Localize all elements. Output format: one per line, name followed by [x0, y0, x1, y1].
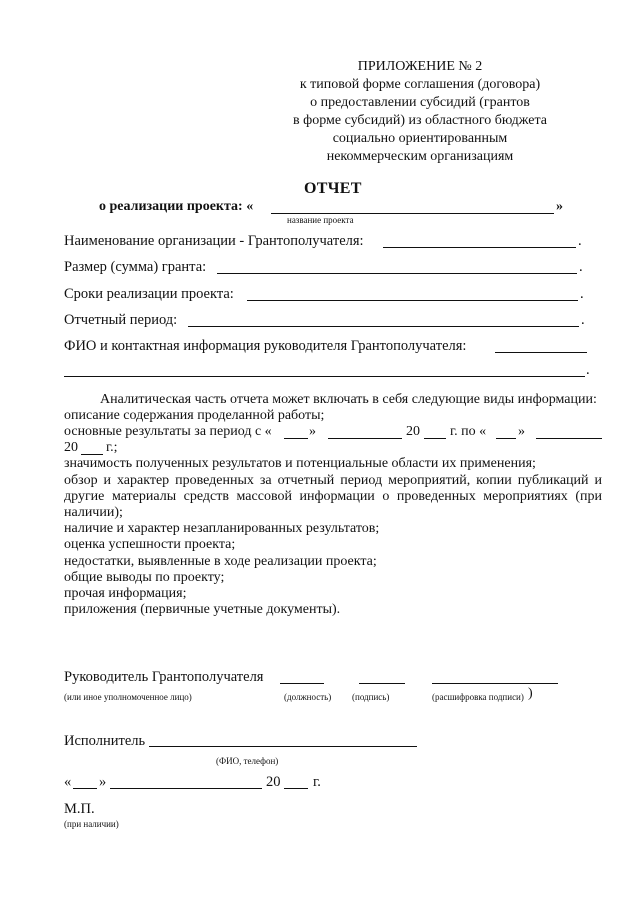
head-caption: (или иное уполномоченное лицо) [64, 692, 192, 702]
year-prefix: 20 [406, 424, 420, 440]
head-position-line[interactable] [280, 683, 324, 684]
period-end-year-line[interactable] [81, 454, 103, 455]
quote-close: » [309, 424, 316, 440]
line-end-dot: . [578, 233, 582, 249]
director-contacts-line[interactable] [495, 352, 587, 353]
period-start-year-line[interactable] [424, 438, 446, 439]
reporting-period-line[interactable] [188, 326, 579, 327]
line-end-dot: . [579, 259, 583, 275]
director-contacts-label: ФИО и контактная информация руководителя Грантополучателя: [64, 338, 467, 354]
grant-amount-line[interactable] [217, 273, 577, 274]
analytics-item: описание содержания проделанной работы; [64, 408, 325, 424]
project-terms-label: Сроки реализации проекта: [64, 286, 234, 302]
analytics-item: недостатки, выявленные в ходе реализации проекта; [64, 553, 377, 569]
line-end-dot: . [586, 362, 590, 378]
analytics-item: прочая информация; [64, 586, 187, 602]
project-subtitle-prefix: о реализации проекта: « [99, 199, 254, 214]
period-end-day-line[interactable] [496, 438, 516, 439]
annex-header [250, 58, 590, 166]
analytics-item: обзор и характер проведенных за отчетный период мероприятий, копии публикаций и другие материалы средств массовой информации о проведенных мероприятиях (при наличии); [64, 472, 602, 521]
project-name-caption: название проекта [287, 215, 354, 225]
grant-amount-label: Размер (сумма) гранта: [64, 259, 207, 275]
stamp-caption: (при наличии) [64, 819, 119, 829]
report-title: ОТЧЕТ [304, 180, 362, 197]
line-end-dot: . [580, 286, 584, 302]
head-decoding-line[interactable] [432, 683, 558, 684]
position-caption: (должность) [284, 692, 332, 702]
reporting-period-label: Отчетный период: [64, 312, 178, 328]
stamp-label: М.П. [64, 801, 95, 817]
decoding-caption: (расшифровка подписи) [432, 692, 524, 702]
organization-line[interactable] [383, 247, 576, 248]
date-year-line[interactable] [284, 788, 308, 789]
analytics-block [64, 392, 602, 618]
date-day-line[interactable] [73, 788, 97, 789]
analytics-item: значимость полученных результатов и потенциальные области их применения; [64, 456, 536, 472]
analytics-item: оценка успешности проекта; [64, 537, 236, 553]
analytics-item: наличие и характер незапланированных результатов; [64, 521, 380, 537]
director-contacts-line-2[interactable] [64, 376, 585, 377]
line-end-dot: . [581, 312, 585, 328]
date-month-line[interactable] [110, 788, 262, 789]
quote-close: » [518, 424, 525, 440]
project-name-line[interactable] [271, 213, 554, 214]
year-suffix: г.; [106, 440, 118, 456]
decoding-bracket: ) [528, 686, 533, 701]
date-quote-close: » [99, 774, 107, 790]
analytics-intro: Аналитическая часть отчета может включать в себя следующие виды информации: [100, 392, 597, 407]
date-quote-open: « [64, 774, 72, 790]
analytics-item: приложения (первичные учетные документы). [64, 602, 341, 618]
analytics-item: общие выводы по проекту; [64, 569, 225, 585]
project-subtitle-suffix: » [556, 199, 563, 214]
project-terms-line[interactable] [247, 300, 578, 301]
annex-number: ПРИЛОЖЕНИЕ № 2 [357, 59, 483, 74]
executor-caption: (ФИО, телефон) [216, 756, 279, 766]
signature-caption: (подпись) [352, 692, 390, 702]
period-to-label: г. по « [450, 424, 487, 440]
date-year-suffix: г. [313, 774, 321, 790]
annex-line: о предоставлении субсидий (грантов [310, 95, 530, 110]
period-end-month-line[interactable] [536, 438, 602, 439]
head-signature-line[interactable] [359, 683, 405, 684]
results-period-line [64, 424, 602, 456]
annex-line: социально ориентированным [332, 131, 508, 146]
annex-line: в форме субсидий) из областного бюджета [293, 113, 547, 128]
executor-line[interactable] [149, 746, 417, 747]
period-start-month-line[interactable] [328, 438, 402, 439]
results-period-prefix: основные результаты за период с « [64, 424, 272, 440]
head-label: Руководитель Грантополучателя [64, 669, 264, 685]
year-prefix: 20 [64, 440, 78, 456]
organization-label: Наименование организации - Грантополучателя: [64, 233, 364, 249]
date-year-prefix: 20 [266, 774, 281, 790]
annex-line: к типовой форме соглашения (договора) [299, 77, 541, 92]
period-start-day-line[interactable] [284, 438, 308, 439]
annex-line: некоммерческим организациям [326, 149, 514, 164]
executor-label: Исполнитель [64, 733, 146, 749]
